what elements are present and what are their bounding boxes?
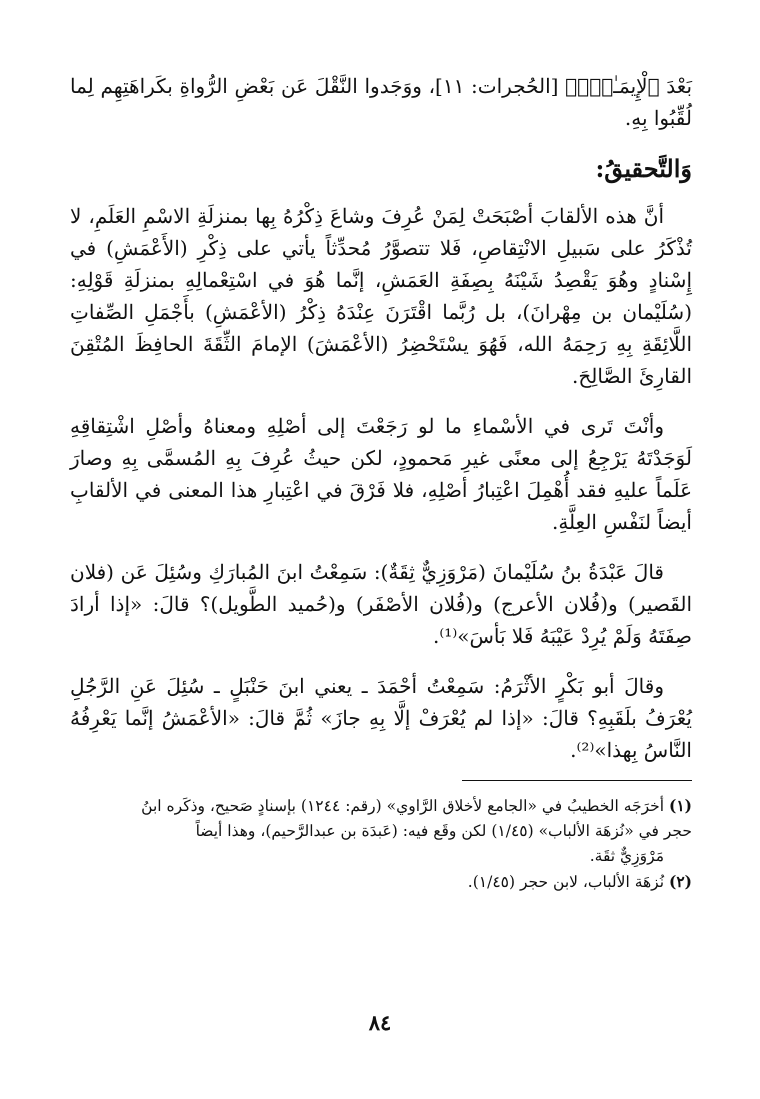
footnote-1 xyxy=(70,793,692,819)
body-paragraph-4: وقالَ أبو بَكْرٍ الأثْرَمُ: سَمِعْتُ أحْمَدَ ـ يعني ابنَ حَنْبَلٍ ـ سُئِلَ عَنِ الرَّجُلِ يُعْرَفُ بلَقَبِهِ؟ قالَ: «إذا لم يُعْرَفْ إلَّا بِهِ جازَ» ثُمَّ قالَ: «الأعْمَشُ إنَّما يَعْرِفُهُ النَّاسُ بِهذا»⁽²⁾. xyxy=(70,674,692,762)
spacer xyxy=(70,392,692,410)
page-number: ٨٤ xyxy=(368,1010,392,1035)
footnote-number: (١) xyxy=(668,796,692,815)
footnote-1-continued xyxy=(70,819,692,844)
spacer xyxy=(70,134,692,152)
footnote-text: نُزهَة الألباب، لابن حجر (١/٤٥). xyxy=(467,873,665,891)
footnote-1-end xyxy=(70,844,692,869)
footnotes xyxy=(70,793,692,895)
page-body xyxy=(70,70,692,895)
footnote-number: (٢) xyxy=(668,872,692,891)
footnote-text: مَرْوَزِيٌّ ثقَة. xyxy=(589,847,664,865)
spacer xyxy=(70,652,692,670)
footnote-2 xyxy=(70,869,692,895)
body-paragraph-3: قالَ عَبْدَةُ بنُ سُلَيْمانَ (مَرْوَزِيٌّ ثِقَةٌ): سَمِعْتُ ابنَ المُبارَكِ وسُئِلَ عَن (فلان القَصير) و(فُلان الأعرج) و(فُلان الأصْفَر) و(حُميد الطَّويل)؟ قالَ: «إذا أرادَ صِفَتَهُ وَلَمْ يُرِدْ عَيْبَهُ فَلا بَأسَ»⁽¹⁾. xyxy=(70,560,692,648)
footnote-text: حجر في «نُزهَة الألباب» (١/٤٥) لكن وقَع فيه: (عَبدَة بن عبدالرَّحيم)، وهذا أيضاً xyxy=(195,822,692,840)
body-paragraph-1: أنَّ هذه الألقابَ أصْبَحَتْ لِمَنْ عُرِفَ وشاعَ ذِكْرُهُ بِها بمنزلَةِ الاسْمِ العَلَمِ، لا تُذْكَرُ على سَبيلِ الانْتِقاصِ، فَلا تتصوَّرُ مُحدِّثاً يأتي على ذِكْرِ (الأَعْمَشِ) في إِسْنادٍ وهُوَ يَقْصِدُ شَيْنَهُ بِصِفَةِ العَمَشِ، إنَّما هُوَ في اسْتِعْمالِهِ بمنزلَةِ قَوْلِهِ: (سُلَيْمان بن مِهْرانَ)، بل رُبَّما اقْتَرَنَ عِنْدَهُ ذِكْرُ (الأعْمَشِ) بأَجْمَلِ الصِّفاتِ اللَّائِقَةِ بِهِ رَحِمَهُ الله، فَهُوَ يسْتَحْضِرُ (الأعْمَشَ) الإمامَ الثِّقَةَ الحافِظَ المُتْقِنَ القارِئَ الصَّالِحَ. xyxy=(70,204,693,388)
body-paragraph-2: وأنْتَ تَرى في الأسْماءِ ما لو رَجَعْتَ إلى أصْلِهِ ومعناهُ وأصْلِ اشْتِقاقِهِ لَوَجَدْتَهُ يَرْجِعُ إلى معنًى غيرِ مَحمودٍ، لكن حيثُ عُرِفَ بِهِ المُسمَّى بِهِ وصارَ عَلَماً عليهِ فقد أُهْمِلَ اعْتِبارُ أصْلِهِ، فلا فَرْقَ في اعْتِبارِ هذا المعنى في الألقابِ أيضاً لنَفْسِ العِلَّةِ. xyxy=(70,414,692,534)
spacer xyxy=(70,538,692,556)
section-heading: وَالتَّحقيقُ: xyxy=(595,154,692,183)
footnote-divider xyxy=(462,780,692,781)
intro-paragraph: بَعْدَ ٱلْإِيمَـٰنِۚ﴾ [الحُجرات: ١١]، ووَجَدوا النَّقْلَ عَن بَعْضِ الرُّواةِ بكَراهَتِهِم لِما لُقِّبُوا بِهِ. xyxy=(70,74,693,130)
footnote-text: أخرَجَه الخطيبُ في «الجامع لأخلاق الرَّاوي» (رقم: ١٢٤٤) بإسنادٍ صَحيح، وذكَره ابنُ xyxy=(141,797,665,815)
